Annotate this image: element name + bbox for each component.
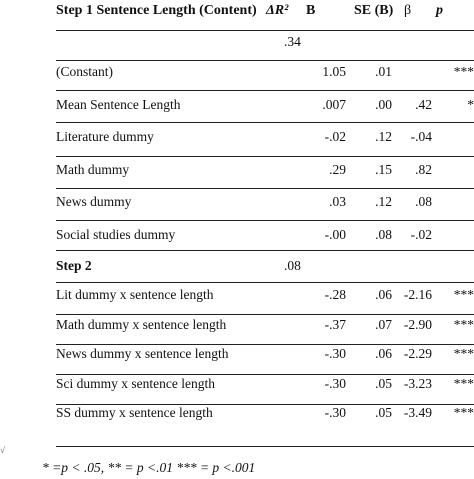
cell-p: ***	[453, 405, 474, 420]
cell-p: ***	[453, 375, 474, 391]
cell-beta: .42	[415, 96, 432, 112]
table-row	[0, 162, 474, 180]
table-row	[0, 287, 474, 305]
cell-se: .07	[375, 316, 392, 332]
header-beta: β	[404, 3, 412, 18]
cell-se: .06	[375, 287, 392, 302]
step1-r2-value: .34	[284, 34, 301, 49]
row-rule	[56, 220, 474, 221]
cell-label: (Constant)	[56, 64, 113, 79]
cell-se: .00	[375, 96, 392, 112]
table-row	[0, 227, 474, 245]
cell-p: ***	[453, 316, 474, 332]
cell-b: .03	[329, 194, 346, 209]
table-row	[0, 405, 474, 423]
cell-se: .15	[375, 161, 392, 177]
cell-label: News dummy x sentence length	[56, 346, 229, 361]
step1-r2-row	[0, 34, 474, 52]
header-se: SE (B)	[354, 3, 394, 18]
cell-label: Mean Sentence Length	[56, 96, 181, 112]
cell-se: .06	[375, 346, 392, 361]
step2-r2-value: .08	[284, 258, 301, 273]
row-rule	[56, 122, 474, 123]
cell-b: -.28	[324, 287, 346, 302]
cell-b: -.30	[324, 346, 346, 361]
table-row	[0, 346, 474, 364]
cell-p: *	[467, 96, 474, 112]
cell-label: Math dummy	[56, 161, 130, 177]
cell-b: -.30	[324, 405, 346, 420]
cell-label: Sci dummy x sentence length	[56, 375, 215, 391]
footnote: * =p < .05, ** = p <.01 *** = p <.001	[42, 460, 256, 475]
table-row	[0, 376, 474, 394]
cell-b: .29	[329, 161, 346, 177]
row-rule	[56, 250, 474, 251]
cell-se: .01	[375, 64, 392, 79]
row-rule	[56, 314, 474, 315]
cell-b: -.30	[324, 375, 346, 391]
header-p: p	[436, 3, 443, 18]
cell-se: .05	[375, 405, 392, 420]
cell-b: -.37	[324, 316, 346, 332]
cell-b: -.00	[324, 226, 346, 242]
cell-se: .05	[375, 375, 392, 391]
header-delta-r2: ΔR²	[266, 3, 289, 18]
tick-mark: √	[0, 445, 5, 455]
row-rule	[56, 60, 474, 61]
cell-se: .12	[375, 129, 392, 144]
cell-beta: -3.23	[403, 375, 432, 391]
cell-p: ***	[453, 287, 474, 302]
cell-b: 1.05	[322, 64, 346, 79]
cell-label: Literature dummy	[56, 129, 154, 144]
table-row	[0, 129, 474, 147]
cell-label: Lit dummy x sentence length	[56, 287, 214, 302]
cell-se: .12	[375, 194, 392, 209]
header-rule	[56, 30, 474, 31]
table-row	[0, 64, 474, 82]
row-rule	[56, 446, 474, 447]
cell-label: Math dummy x sentence length	[56, 316, 227, 332]
cell-beta: .08	[415, 194, 432, 209]
cell-beta: .82	[415, 161, 432, 177]
cell-beta: -2.29	[403, 346, 432, 361]
header-b: B	[306, 3, 316, 18]
cell-se: .08	[375, 226, 392, 242]
step2-label: Step 2	[56, 258, 92, 273]
table-row	[0, 317, 474, 335]
header-step: Step 1 Sentence Length (Content)	[56, 3, 257, 18]
cell-p: ***	[453, 64, 474, 79]
row-rule	[56, 344, 474, 345]
cell-b: .007	[322, 96, 346, 112]
row-rule	[56, 282, 474, 283]
row-rule	[56, 188, 474, 189]
cell-label: News dummy	[56, 194, 132, 209]
cell-beta: -3.49	[403, 405, 432, 420]
cell-beta: -2.16	[403, 287, 432, 302]
cell-label: SS dummy x sentence length	[56, 405, 213, 420]
cell-b: -.02	[324, 129, 346, 144]
table-row	[0, 97, 474, 115]
row-rule	[56, 156, 474, 157]
cell-beta: -.04	[410, 129, 432, 144]
step2-header-row	[0, 258, 474, 276]
row-rule	[56, 90, 474, 91]
table-row	[0, 194, 474, 212]
cell-beta: -.02	[410, 226, 432, 242]
cell-beta: -2.90	[403, 316, 432, 332]
cell-p: ***	[453, 346, 474, 361]
cell-label: Social studies dummy	[56, 226, 176, 242]
